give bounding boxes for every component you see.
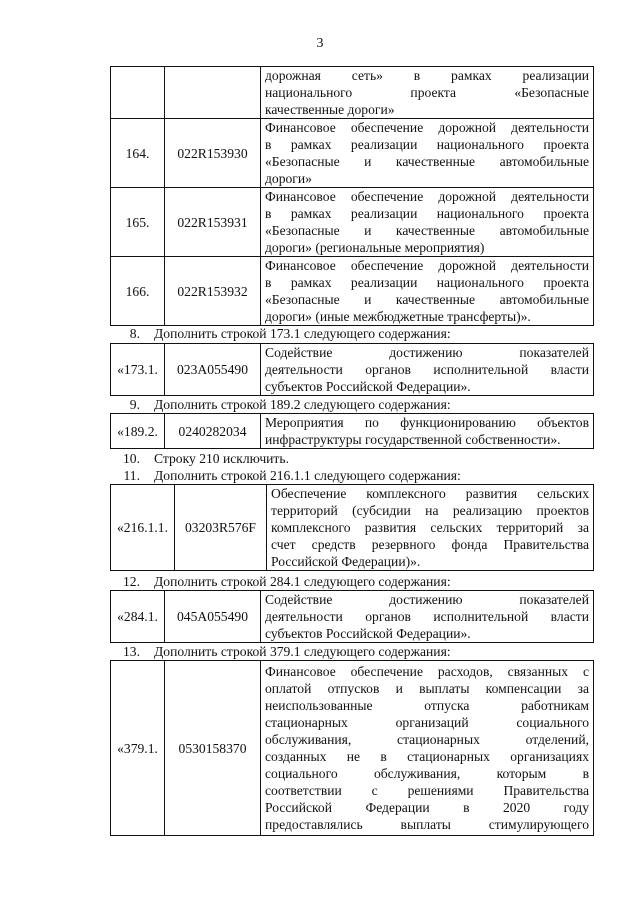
- table-row-216-1-1: [110, 484, 594, 571]
- instruction-11: 11. Дополнить строкой 216.1.1 следующего содержания:: [123, 468, 461, 483]
- instruction-12: 12. Дополнить строкой 284.1 следующего содержания:: [123, 574, 451, 589]
- row-description: дорожная сеть» в рамках реализации национального проекта «Безопасные качественные дороги»: [261, 67, 594, 119]
- table-row: [111, 119, 594, 188]
- row-number: «189.2.: [111, 414, 165, 449]
- row-code: 0240282034: [165, 414, 261, 449]
- row-number: 166.: [111, 257, 165, 326]
- row-description: Финансовое обеспечение дорожной деятельности в рамках реализации национального проекта «Безопасные и качественные автомобильные дороги» (иные межбюджетные трансферты)».: [261, 257, 594, 326]
- row-number: «284.1.: [111, 591, 165, 643]
- instruction-10: 10. Строку 210 исключить.: [123, 451, 289, 466]
- row-description: Обеспечение комплексного развития сельских территорий (субсидии на реализацию проектов комплексного развития сельских территорий за счет средств резервного фонда Правительства Российской Федерации)».: [267, 485, 594, 571]
- table-row-379-1: [110, 660, 594, 836]
- row-number: «379.1.: [111, 661, 165, 836]
- row-description: Финансовое обеспечение дорожной деятельности в рамках реализации национального проекта «Безопасные и качественные автомобильные дороги» (региональные мероприятия): [261, 188, 594, 257]
- instruction-8: 8. Дополнить строкой 173.1 следующего содержания:: [129, 326, 451, 341]
- row-code: 0530158370: [165, 661, 261, 836]
- row-code: 022R153931: [165, 188, 261, 257]
- row-number: 164.: [111, 119, 165, 188]
- row-description: Мероприятия по функционированию объектов инфраструктуры государственной собственности».: [261, 414, 594, 449]
- row-code: [165, 67, 261, 119]
- table-row: [111, 188, 594, 257]
- table-row: [111, 661, 594, 836]
- row-number: 165.: [111, 188, 165, 257]
- row-code: 023A055490: [165, 344, 261, 396]
- table-row: [111, 344, 594, 396]
- row-description: Содействие достижению показателей деятельности органов исполнительной власти субъектов Российской Федерации».: [261, 344, 594, 396]
- row-number: «216.1.1.: [111, 485, 175, 571]
- row-description: Финансовое обеспечение расходов, связанных с оплатой отпусков и выплаты компенсации за неиспользованные отпуска работникам стационарных организаций социального обслуживания, стационарных отделений, созданных не в стационарных организациях социального обслуживания, которым в соответствии с решениями Правительства Российской Федерации в 2020 году предоставлялись выплаты стимулирующего: [261, 661, 594, 836]
- page-number: 3: [316, 36, 324, 51]
- row-code: 022R153930: [165, 119, 261, 188]
- table-continuation: [110, 66, 594, 326]
- table-row: [111, 67, 594, 119]
- table-row-189-2: [110, 413, 594, 449]
- instruction-9: 9. Дополнить строкой 189.2 следующего содержания:: [129, 397, 451, 412]
- row-number: «173.1.: [111, 344, 165, 396]
- row-code: 045A055490: [165, 591, 261, 643]
- table-row-284-1: [110, 590, 594, 643]
- row-description: Финансовое обеспечение дорожной деятельности в рамках реализации национального проекта «Безопасные и качественные автомобильные дороги»: [261, 119, 594, 188]
- table-row: [111, 414, 594, 449]
- row-description: Содействие достижению показателей деятельности органов исполнительной власти субъектов Российской Федерации».: [261, 591, 594, 643]
- row-code: 03203R576F: [175, 485, 267, 571]
- table-row-173-1: [110, 343, 594, 396]
- instruction-13: 13. Дополнить строкой 379.1 следующего содержания:: [123, 644, 451, 659]
- table-row: [111, 257, 594, 326]
- table-row: [111, 485, 594, 571]
- row-code: 022R153932: [165, 257, 261, 326]
- table-row: [111, 591, 594, 643]
- row-number: [111, 67, 165, 119]
